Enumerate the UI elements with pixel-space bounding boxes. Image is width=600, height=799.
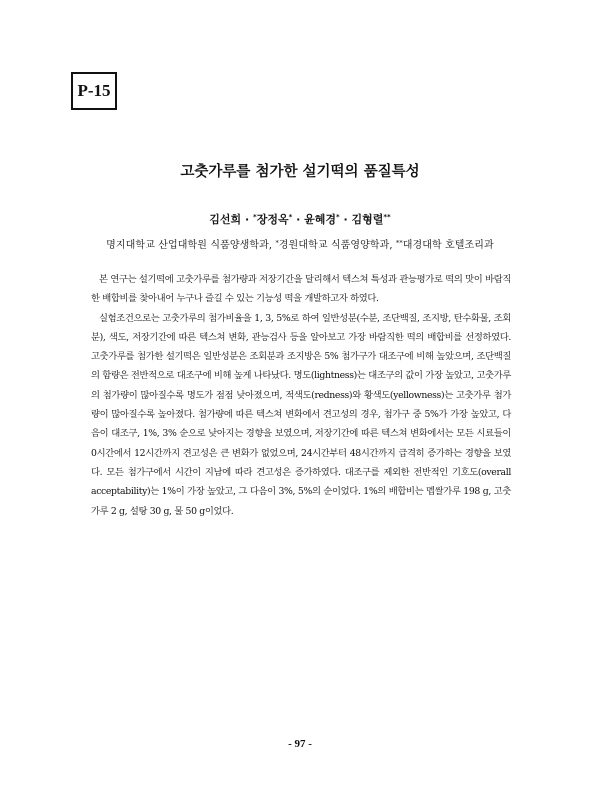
paper-code-box <box>71 72 117 110</box>
author-separator: · <box>292 213 305 226</box>
affiliation-1: 명지대학교 산업대학원 식품양생학과, <box>106 240 273 251</box>
author-separator: · <box>241 213 254 226</box>
author-4: 김형렬 <box>351 213 384 226</box>
affiliation-3: 대경대학 호텔조리과 <box>402 240 494 251</box>
paper-title: 고춧가루를 첨가한 설기떡의 품질특성 <box>180 164 420 180</box>
affiliation-2-mark: * <box>275 239 279 247</box>
affiliation-2: 경원대학교 식품영양학과, <box>278 240 393 251</box>
affiliation-3-mark: ** <box>396 239 403 247</box>
author-2-prefix-mark: * <box>253 213 257 221</box>
abstract-body <box>91 270 511 521</box>
author-2: 장정옥 <box>256 213 289 226</box>
abstract-paragraph-2: 실험조건으로는 고춧가루의 첨가비율을 1, 3, 5%로 하여 일반성분(수분, 조단백질, 조지방, 탄수화물, 조회분), 색도, 저장기간에 따른 텍스쳐 변화, 관능검사 등을 알아보고 가장 바람직한 떡의 배합비를 선정하였다. 고춧가루를 첨가한 설기떡은 일반성분은 조회분과 조지방은 5% 첨가구가 대조구에 비해 높았으며, 조단백질의 함량은 전반적으로 대조구에 비해 높게 나타났다. 명도(lightness)는 대조구의 값이 가장 높았고, 고춧가루의 첨가량이 많아질수록 명도가 점점 낮아졌으며, 적색도(redness)와 황색도(yellowness)는 고춧가루 첨가량이 많아질수록 높아졌다. 첨가량에 따른 텍스쳐 변화에서 견고성의 경우, 첨가구 중 5%가 가장 높았고, 다음이 대조구, 1%, 3% 순으로 낮아지는 경향을 보였으며, 저장기간에 따른 텍스쳐 변화에서는 모든 시료들이 0시간에서 12시간까지 견고성은 큰 변화가 없었으며, 24시간부터 48시간까지 급격히 증가하는 경향을 보였다. 모든 첨가구에서 시간이 지남에 따라 견고성은 증가하였다. 대조구를 제외한 전반적인 기호도(overall acceptability)는 1%이 가장 높았고, 그 다음이 3%, 5%의 순이었다. 1%의 배합비는 멥쌀가루 198 g, 고춧가루 2 g, 설탕 30 g, 물 50 g이었다. <box>91 312 511 517</box>
author-2-mark: * <box>288 213 293 221</box>
author-line <box>0 211 600 227</box>
author-1: 김선희 <box>209 213 242 226</box>
affiliation-line <box>0 236 600 251</box>
author-separator: · <box>339 213 352 226</box>
paper-code: P-15 <box>77 81 111 100</box>
author-4-mark: ** <box>383 213 391 221</box>
author-3: 윤혜경 <box>304 213 336 226</box>
page-number: - 97 - <box>288 738 312 750</box>
abstract-paragraph-1: 본 연구는 설기떡에 고춧가루를 첨가량과 저장기간을 달리해서 텍스쳐 특성과 관능평가로 떡의 맛이 바람직한 배합비를 찾아내어 누구나 즐길 수 있는 기능성 떡을 개발하고자 하였다. <box>91 274 511 305</box>
author-3-mark: * <box>335 213 340 221</box>
